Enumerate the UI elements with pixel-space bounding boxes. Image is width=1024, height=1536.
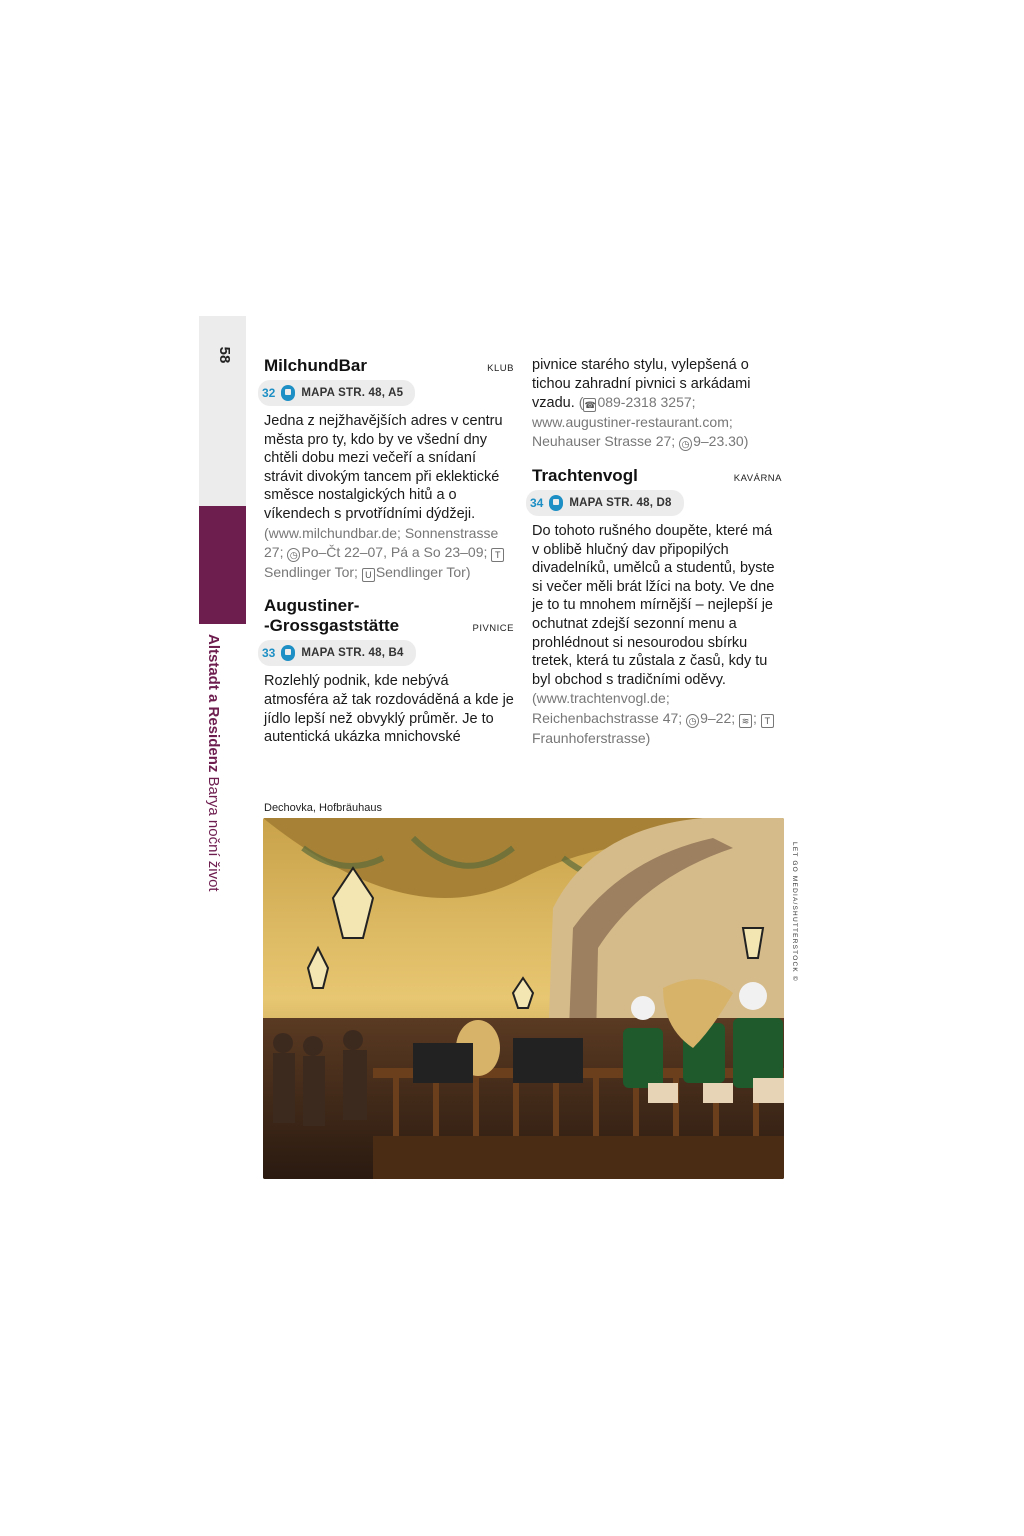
photo-brass-band-hofbrauhaus: [263, 818, 784, 1179]
map-reference-badge: [258, 640, 416, 666]
wifi-icon: ≋: [739, 714, 752, 728]
map-reference: MAPA STR. 48, D8: [569, 496, 672, 509]
entry-type: KAVÁRNA: [733, 472, 782, 484]
entry-text: Jedna z nejžhavějších adres v centru města pro ty, kdo by ve všední dny chtěli dobu mezi večeří a snídaní strávit divokým tancem při eklektické směsce nostalgických hitů a o víkendech s prvotřídními dýdžeji. (www.milchundbar.de; Sonnenstrasse 27; ◷ Po–Čt 22–07, Pá a So 23–09; TSendlinger Tor; U Sendlinger Tor): [264, 412, 514, 582]
photo-caption: Dechovka, Hofbräuhaus: [264, 802, 383, 814]
entry-info: (☎ 089-2318 3257; www.augustiner-restaurant.com; Neuhauser Strasse 27; ◷ 9–23.30): [532, 394, 749, 450]
drink-pin-icon: [281, 385, 295, 401]
map-reference-badge: [526, 490, 684, 516]
entry-info: (www.milchundbar.de; Sonnenstrasse 27; ◷ Po–Čt 22–07, Pá a So 23–09; TSendlinger Tor; U Sendlinger Tor): [264, 525, 505, 580]
entry-number: 33: [262, 646, 276, 661]
tram-icon: T: [491, 548, 504, 562]
running-head: [205, 634, 222, 892]
entry-title: Trachtenvogl: [532, 465, 638, 485]
map-reference-badge: [258, 380, 415, 406]
column-right: [532, 356, 782, 748]
tram-icon: T: [761, 714, 774, 728]
subway-icon: U: [362, 568, 375, 582]
phone-icon: ☎: [584, 400, 596, 411]
entry-info: (www.trachtenvogl.de; Reichenbachstrasse 47; ◷ 9–22; ≋ ; TFraunhoferstrasse): [532, 690, 775, 745]
map-reference: MAPA STR. 48, B4: [301, 647, 404, 660]
entry-type: KLUB: [487, 363, 514, 374]
entry-type: PIVNICE: [472, 623, 514, 635]
entry-text-continued: pivnice starého stylu, vylepšená o tichou zahradní pivnici s arkádami vzadu. (☎ 089-2318 3257; www.augustiner-restaurant.com; Neuhauser Strasse 27; ◷ 9–23.30): [532, 357, 751, 450]
clock-icon: ◷: [287, 548, 300, 562]
entry-trachtenvogl: [532, 466, 782, 748]
clock-icon: ◷: [679, 437, 692, 451]
clock-icon: ◷: [686, 714, 699, 728]
page-number: 58: [216, 346, 233, 364]
entry-number: 34: [530, 495, 544, 510]
entry-text: Rozlehlý podnik, kde nebývá atmosféra až tak rozdováděná a kde je jídlo lepší než obvyklý průměr. Je to autentická ukázka mnichovské: [264, 673, 514, 746]
sidebar-tab-accent: [199, 506, 246, 624]
drink-pin-icon: [549, 495, 563, 511]
entry-milchundbar: [264, 356, 514, 582]
drink-pin-icon: [281, 645, 295, 661]
column-left: [264, 356, 514, 747]
photo-credit: LET GO MEDIA/SHUTTERSTOCK ©: [791, 842, 798, 982]
running-head-section: Altstadt a Residenz: [205, 634, 222, 773]
entry-augustiner: [264, 596, 514, 746]
map-reference: MAPA STR. 48, A5: [301, 387, 404, 399]
entry-title: Augustiner- -Grossgaststätte: [264, 596, 400, 636]
entry-text: Do tohoto rušného doupěte, které má v oblibě hlučný dav připopilých divadelníků, umělců a studentů, byste si večer měli brát lžíci na boty. Ve dne je to tu mnohem mírnější – nejlepší je ochutnat zdejší sezonní menu a prohlédnout si nesourodou sbírku tretek, která tu zůstala z časů, kdy tu byl obchod s tradičními oděvy. (www.trachtenvogl.de; Reichenbachstrasse 47; ◷ 9–22; ≋ ; TFraunhoferstrasse): [532, 522, 775, 746]
running-head-chapter: Barya noční život: [205, 776, 222, 892]
entry-title: MilchundBar: [264, 356, 367, 375]
entry-number: 32: [262, 386, 276, 400]
